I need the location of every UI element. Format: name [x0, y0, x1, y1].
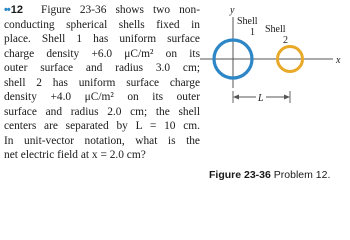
- y-axis-label: y: [230, 5, 235, 16]
- problem-line: outer surface and radius 3.0 cm;: [4, 62, 200, 75]
- separation-label: L: [258, 93, 264, 104]
- shell-1-number: 1: [250, 27, 255, 38]
- x-axis-label: x: [336, 55, 341, 66]
- shell-2-label: Shell: [265, 24, 286, 35]
- problem-line: place. Shell 1 has uniform surface: [4, 33, 200, 46]
- separation-arrow-left: [233, 95, 239, 100]
- problem-line: centers are separated by L = 10 cm.: [4, 120, 200, 133]
- caption-text: Problem 12.: [273, 169, 331, 181]
- problem-line: ••12 Figure 23-36 shows two non-: [4, 4, 200, 16]
- problem-line: conducting spherical shells fixed in: [4, 18, 200, 31]
- problem-line: surface and radius 2.0 cm; the shell: [4, 105, 200, 118]
- caption-figure-number: Figure 23-36: [209, 169, 271, 181]
- problem-number: ••12: [4, 4, 23, 16]
- problem-line: density +4.0 μC/m² on its outer: [4, 91, 200, 104]
- difficulty-dots: ••: [4, 4, 10, 16]
- shell-1-label: Shell: [237, 16, 258, 27]
- separation-arrow-right: [284, 95, 290, 100]
- problem-line: charge density +6.0 μC/m² on its: [4, 47, 200, 60]
- figure-caption: [209, 169, 330, 181]
- problem-line: net electric field at x = 2.0 cm?: [4, 149, 146, 162]
- problem-line: In unit-vector notation, what is the: [4, 134, 200, 147]
- problem-line: shell 2 has uniform surface charge: [4, 76, 200, 89]
- shell-2-number: 2: [283, 35, 288, 46]
